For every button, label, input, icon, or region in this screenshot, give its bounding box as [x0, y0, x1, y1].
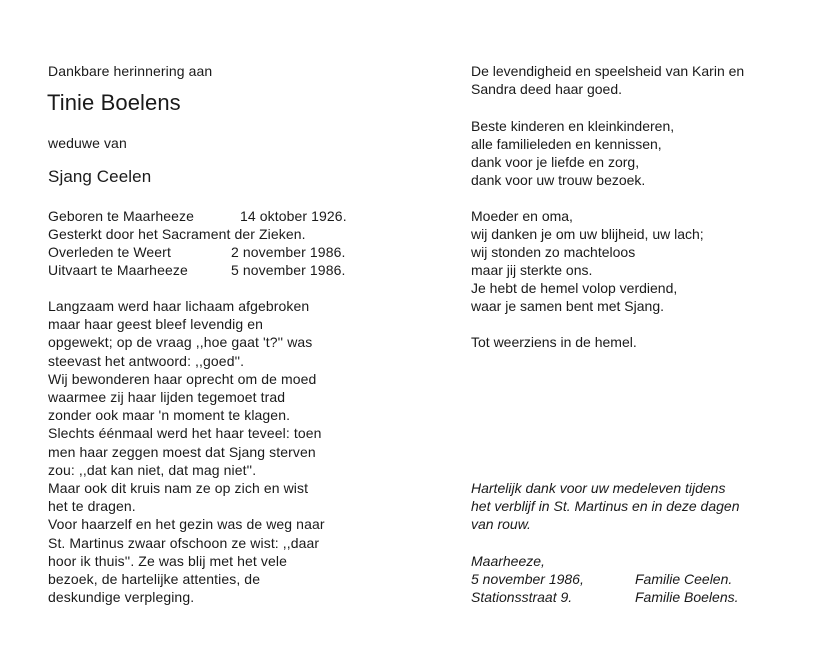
- fact-label: Geboren te Maarheeze: [48, 208, 194, 224]
- text-line: maar haar geest bleef levendig en: [48, 316, 263, 333]
- text-line: zou: ,,dat kan niet, dat mag niet''.: [48, 461, 257, 478]
- text-line: men haar zeggen moest dat Sjang sterven: [48, 443, 316, 460]
- thanks-line: van rouw.: [471, 516, 531, 532]
- text-line: bezoek, de hartelijke attenties, de: [48, 571, 261, 587]
- text-line: dank voor je liefde en zorg,: [471, 154, 640, 170]
- farewell-text: Tot weerziens in de hemel.: [471, 334, 637, 350]
- text-line: het te dragen.: [48, 498, 136, 515]
- fact-label: Overleden te Weert: [48, 244, 171, 260]
- deceased-name: Tinie Boelens: [47, 90, 181, 115]
- text-line: Wij bewonderen haar oprecht om de moed: [48, 370, 317, 387]
- intro-text: Dankbare herinnering aan: [48, 63, 213, 79]
- text-line: Je hebt de hemel volop verdiend,: [471, 280, 678, 296]
- fact-label: Uitvaart te Maarheeze: [48, 262, 188, 278]
- spouse-name: Sjang Ceelen: [48, 167, 152, 186]
- text-line: wij danken je om uw blijheid, uw lach;: [471, 226, 704, 242]
- text-line: St. Martinus zwaar ofschoon ze wist: ,,daar: [48, 534, 320, 551]
- widow-of-text: weduwe van: [48, 135, 127, 151]
- text-line: Sandra deed haar goed.: [471, 81, 623, 97]
- text-line: Beste kinderen en kleinkinderen,: [471, 118, 675, 134]
- text-line: waar je samen bent met Sjang.: [471, 298, 664, 314]
- text-line: alle familieleden en kennissen,: [471, 136, 662, 152]
- family-boelens: Familie Boelens.: [635, 589, 739, 605]
- text-line: zonder ook maar 'n moment te klagen.: [48, 407, 291, 424]
- fact-date: 14 oktober 1926.: [240, 208, 347, 224]
- text-line: Moeder en oma,: [471, 208, 573, 224]
- text-line: wij stonden zo machteloos: [471, 244, 636, 260]
- text-line: Maar ook dit kruis nam ze op zich en wist: [48, 480, 309, 496]
- fact-date: 2 november 1986.: [231, 244, 346, 260]
- date-text: 5 november 1986,: [471, 571, 584, 587]
- text-line: hoor ik thuis''. Ze was blij met het vele: [48, 552, 287, 569]
- text-line: steevast het antwoord: ,,goed''.: [48, 352, 245, 369]
- thanks-line: het verblijf in St. Martinus en in deze dagen: [471, 498, 740, 514]
- address-text: Stationsstraat 9.: [471, 589, 573, 605]
- place-text: Maarheeze,: [471, 553, 545, 569]
- text-line: waarmee zij haar lijden tegemoet trad: [48, 389, 286, 405]
- text-line: Langzaam werd haar lichaam afgebroken: [48, 298, 310, 314]
- text-line: deskundige verpleging.: [48, 589, 195, 606]
- family-ceelen: Familie Ceelen.: [635, 571, 733, 587]
- text-line: dank voor uw trouw bezoek.: [471, 172, 646, 188]
- fact-date: 5 november 1986.: [231, 262, 346, 278]
- text-line: maar jij sterkte ons.: [471, 262, 593, 278]
- text-line: Voor haarzelf en het gezin was de weg naar: [48, 516, 325, 533]
- fact-label: Gesterkt door het Sacrament der Zieken.: [48, 226, 306, 242]
- thanks-line: Hartelijk dank voor uw medeleven tijdens: [471, 480, 726, 496]
- text-line: opgewekt; op de vraag ,,hoe gaat 't?'' was: [48, 334, 313, 351]
- text-line: De levendigheid en speelsheid van Karin en: [471, 63, 745, 79]
- text-line: Slechts éénmaal werd het haar teveel: toen: [48, 425, 322, 442]
